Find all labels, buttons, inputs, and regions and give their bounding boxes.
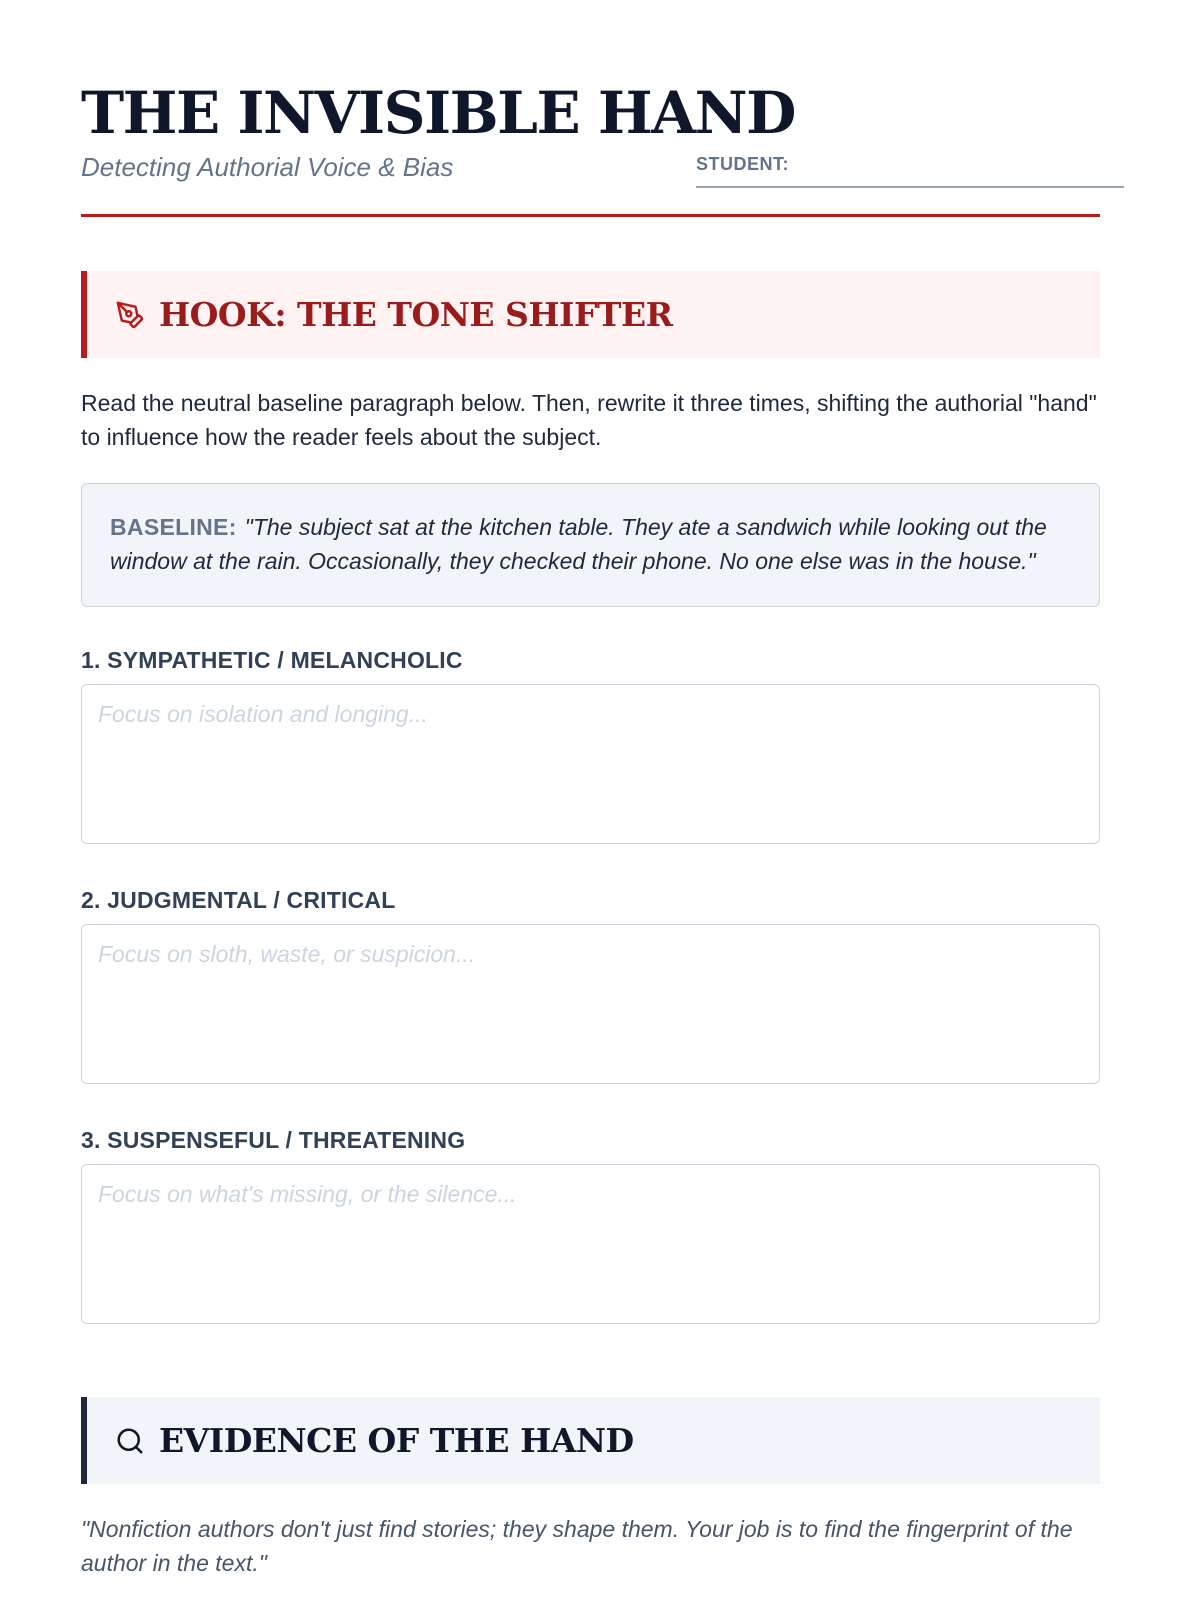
evidence-title: EVIDENCE OF THE HAND [159,1421,634,1460]
judgmental-rewrite-input[interactable] [81,924,1100,1084]
header [81,0,1100,217]
student-name-field[interactable] [696,154,1124,188]
header-divider [81,214,1100,217]
evidence-section-banner [81,1397,1100,1484]
suspenseful-rewrite-input[interactable] [81,1164,1100,1324]
prompt-label: 2. JUDGMENTAL / CRITICAL [81,887,396,913]
baseline-text: "The subject sat at the kitchen table. They ate a sandwich while looking out the window at the rain. Occasionally, they checked their phone. No one else was in the house." [110,514,1047,574]
baseline-label: BASELINE: [110,514,237,540]
prompt-label: 3. SUSPENSEFUL / THREATENING [81,1127,466,1153]
prompt-suspenseful [81,1127,1100,1329]
evidence-quote: "Nonfiction authors don't just find stories; they shape them. Your job is to find the fingerprint of the author in the text." [81,1516,1073,1576]
page-subtitle: Detecting Authorial Voice & Bias [81,152,454,182]
pen-nib-icon [113,298,147,332]
hook-instructions: Read the neutral baseline paragraph below. Then, rewrite it three times, shifting the authorial "hand" to influence how the reader feels about the subject. [81,390,1097,450]
hook-section-banner [81,271,1100,358]
sympathetic-rewrite-input[interactable] [81,684,1100,844]
prompt-label: 1. SYMPATHETIC / MELANCHOLIC [81,647,463,673]
student-label: STUDENT: [696,154,789,174]
page-title: THE INVISIBLE HAND [81,79,795,147]
prompt-sympathetic [81,647,1100,849]
prompt-judgmental [81,887,1100,1089]
baseline-box [81,483,1100,607]
hook-title: HOOK: THE TONE SHIFTER [159,295,673,334]
search-icon [113,1424,147,1458]
